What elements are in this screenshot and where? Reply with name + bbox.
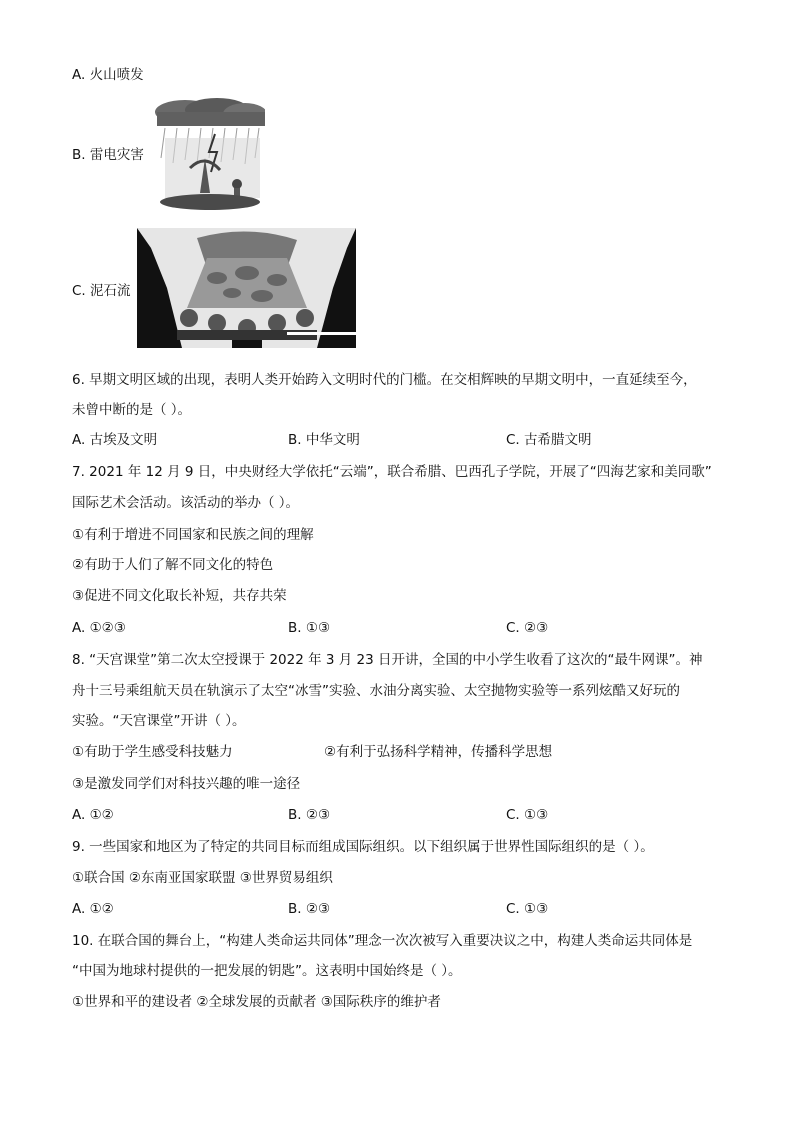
q7-stem-line2: 国际艺术会活动。该活动的举办（ ）。	[72, 495, 300, 511]
q9-option-b: B. ②③	[288, 901, 331, 917]
q7-option-a: A. ①②③	[72, 620, 126, 636]
q10-stem-line1: 10. 在联合国的舞台上，“构建人类命运共同体”理念一次次被写入重要决议之中，构建人类命运共同体是	[72, 933, 693, 949]
q7-option-b: B. ①③	[288, 620, 331, 636]
q9-items: ①联合国 ②东南亚国家联盟 ③世界贸易组织	[72, 870, 333, 886]
q7-option-c: C. ②③	[506, 620, 549, 636]
thunderstorm-illustration	[155, 98, 265, 213]
q7-item-3: ③促进不同文化取长补短，共存共荣	[72, 588, 287, 604]
q7-item-1: ①有利于增进不同国家和民族之间的理解	[72, 527, 314, 543]
q9-option-a: A. ①②	[72, 901, 114, 917]
q6-stem-line1: 6. 早期文明区域的出现，表明人类开始跨入文明时代的门槛。在交相辉映的早期文明中，一直延续至今，	[72, 372, 697, 388]
q6-stem-line2: 未曾中断的是（ ）。	[72, 402, 192, 418]
q8-option-c: C. ①③	[506, 807, 549, 823]
q6-option-a: A. 古埃及文明	[72, 432, 158, 448]
q6-option-c: C. 古希腊文明	[506, 432, 592, 448]
q8-option-a: A. ①②	[72, 807, 114, 823]
q8-item-2: ②有利于弘扬科学精神，传播科学思想	[324, 744, 553, 760]
q7-item-2: ②有助于人们了解不同文化的特色	[72, 557, 274, 573]
q9-option-c: C. ①③	[506, 901, 549, 917]
q8-stem-line3: 实验。“天宫课堂”开讲（ ）。	[72, 713, 246, 729]
q8-stem-line2: 舟十三号乘组航天员在轨演示了太空“冰雪”实验、水油分离实验、太空抛物实验等一系列炫酷又好玩的	[72, 683, 680, 699]
q7-stem-line1: 7. 2021 年 12 月 9 日，中央财经大学依托“云端”，联合希腊、巴西孔子学院，开展了“四海艺家和美同歌”	[72, 464, 712, 480]
q8-stem-line1: 8. “天宫课堂”第二次太空授课于 2022 年 3 月 23 日开讲，全国的中小学生收看了这次的“最牛网课”。神	[72, 652, 703, 668]
q8-item-1: ①有助于学生感受科技魅力	[72, 744, 233, 760]
q10-stem-line2: “中国为地球村提供的一把发展的钥匙”。这表明中国始终是（ ）。	[72, 963, 462, 979]
mudslide-illustration	[137, 228, 356, 348]
q10-items: ①世界和平的建设者 ②全球发展的贡献者 ③国际秩序的维护者	[72, 994, 441, 1010]
q9-stem-line1: 9. 一些国家和地区为了特定的共同目标而组成国际组织。以下组织属于世界性国际组织的是（ ）。	[72, 839, 654, 855]
q5-option-c: C. 泥石流	[72, 283, 131, 299]
q6-option-b: B. 中华文明	[288, 432, 360, 448]
q5-option-a: A. 火山喷发	[72, 67, 144, 83]
q8-option-b: B. ②③	[288, 807, 331, 823]
q5-option-b: B. 雷电灾害	[72, 147, 144, 163]
q8-item-3: ③是激发同学们对科技兴趣的唯一途径	[72, 776, 301, 792]
